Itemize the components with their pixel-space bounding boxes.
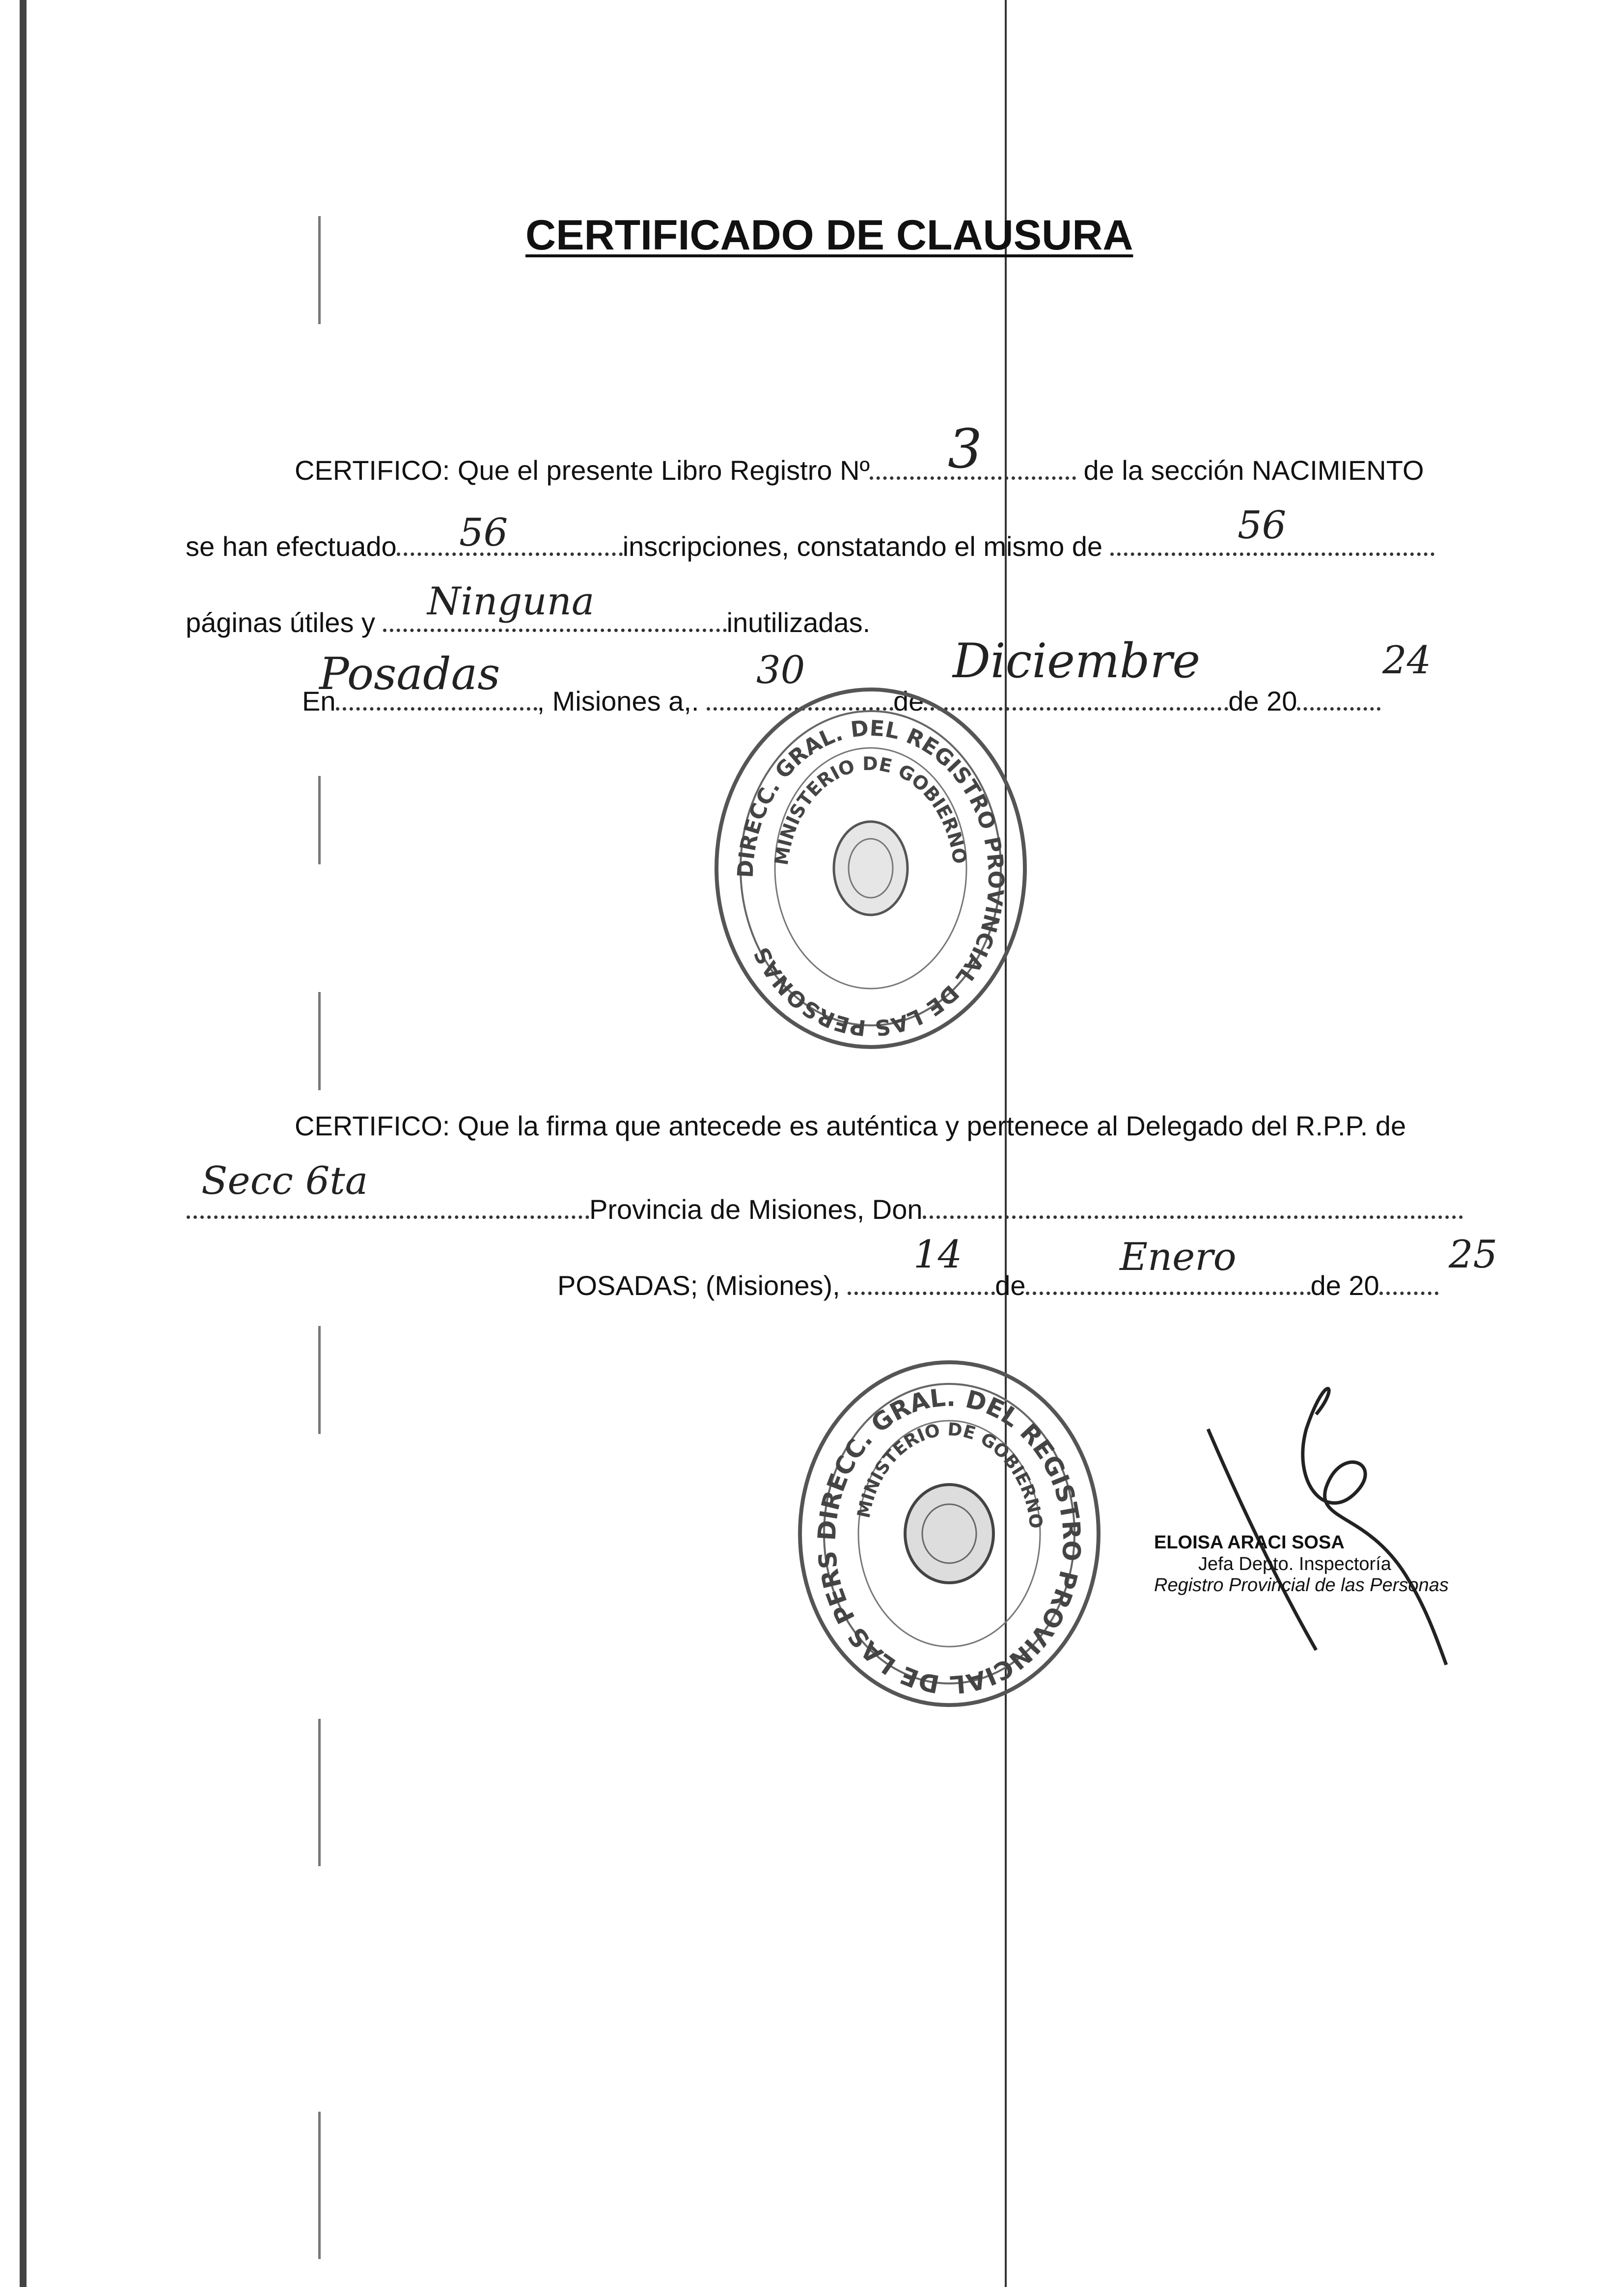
- label-libro: CERTIFICO: Que el presente Libro Registro Nº: [295, 455, 870, 486]
- hw-dia: 30: [756, 648, 805, 692]
- stamp-outer-text: DIRECC. GRAL. DEL REGISTRO PROVINCIAL DE LAS PERSONAS: [733, 716, 1009, 1041]
- punch-mark: [318, 776, 321, 864]
- hw-inscripciones: 56: [459, 511, 508, 555]
- label-en: En: [302, 686, 336, 716]
- stamp-inner-text: MINISTERIO DE GOBIERNO: [853, 1419, 1046, 1530]
- cert-line-1: [295, 457, 1424, 484]
- dotted-field: [1110, 552, 1434, 556]
- dotted-field: [397, 552, 623, 556]
- signatory-block: [1154, 1532, 1449, 1597]
- dotted-field: [923, 1215, 1463, 1219]
- hw-dia-2: 14: [913, 1233, 963, 1277]
- label-posadas: POSADAS; (Misiones),: [557, 1270, 840, 1301]
- label-provincia: Provincia de Misiones, Don: [589, 1194, 923, 1225]
- scan-edge: [20, 0, 27, 2287]
- cert2-line-2: [187, 1196, 1463, 1223]
- stamp-outer-text: DIRECC. GRAL. DEL REGISTRO PROVINCIAL DE LAS PERS: [812, 1383, 1086, 1699]
- label-de: de: [995, 1270, 1026, 1301]
- signatory-name: ELOISA ARACI SOSA: [1154, 1532, 1345, 1553]
- cert2-line-1: CERTIFICO: Que la firma que antecede es auténtica y pertenece al Delegado del R.P.P. de: [295, 1110, 1406, 1141]
- label-seccion: de la sección NACIMIENTO: [1083, 455, 1424, 486]
- punch-mark: [318, 2112, 321, 2259]
- dotted-field: [336, 707, 537, 711]
- signatory-role: Jefa Depto. Inspectoría: [1198, 1553, 1391, 1574]
- dotted-field: [848, 1292, 995, 1295]
- label-efectuado: se han efectuado: [186, 531, 397, 562]
- official-stamp: [715, 688, 1027, 1049]
- handwritten-signature: [1179, 1375, 1454, 1680]
- hw-anio: 24: [1382, 638, 1431, 683]
- label-de: de: [893, 686, 924, 716]
- hw-mes: Diciembre: [953, 634, 1201, 689]
- stamp-artwork: [802, 1364, 1097, 1703]
- stamp-artwork: [718, 691, 1023, 1045]
- punch-mark: [318, 1326, 321, 1434]
- punch-mark: [318, 1719, 321, 1866]
- hw-inutilizadas: Ninguna: [427, 579, 595, 624]
- coat-of-arms-icon: [905, 1485, 993, 1583]
- label-misiones: , Misiones a,.: [537, 686, 699, 716]
- label-de-20: de 20: [1310, 1270, 1379, 1301]
- punch-mark: [318, 216, 321, 324]
- dotted-field: [1379, 1292, 1438, 1295]
- stamp-inner-text: MINISTERIO DE GOBIERNO: [770, 752, 971, 867]
- dotted-field: [383, 629, 727, 632]
- cert2-line-3: [557, 1272, 1438, 1299]
- punch-mark: [318, 992, 321, 1090]
- page-title: CERTIFICADO DE CLAUSURA: [525, 212, 1133, 259]
- label-de-20: de 20: [1228, 686, 1297, 716]
- dotted-field: [1026, 1292, 1311, 1295]
- fold-line: [1005, 0, 1007, 2287]
- label-inscripciones: inscripciones, constatando el mismo de: [622, 531, 1103, 562]
- hw-anio-2: 25: [1449, 1233, 1498, 1277]
- official-stamp-2: [798, 1360, 1101, 1707]
- signatory-office: Registro Provincial de las Personas: [1154, 1575, 1449, 1596]
- hw-mes-2: Enero: [1120, 1235, 1237, 1279]
- hw-lugar: Posadas: [319, 648, 500, 700]
- dotted-field: [187, 1215, 589, 1219]
- coat-of-arms-icon: [834, 822, 908, 915]
- hw-paginas: 56: [1238, 503, 1287, 548]
- label-inutilizadas: inutilizadas.: [726, 607, 871, 638]
- dotted-field: [1297, 707, 1380, 711]
- hw-libro-numero: 3: [948, 417, 982, 480]
- label-paginas: páginas útiles y: [186, 607, 376, 638]
- hw-seccion: Secc 6ta: [201, 1159, 368, 1203]
